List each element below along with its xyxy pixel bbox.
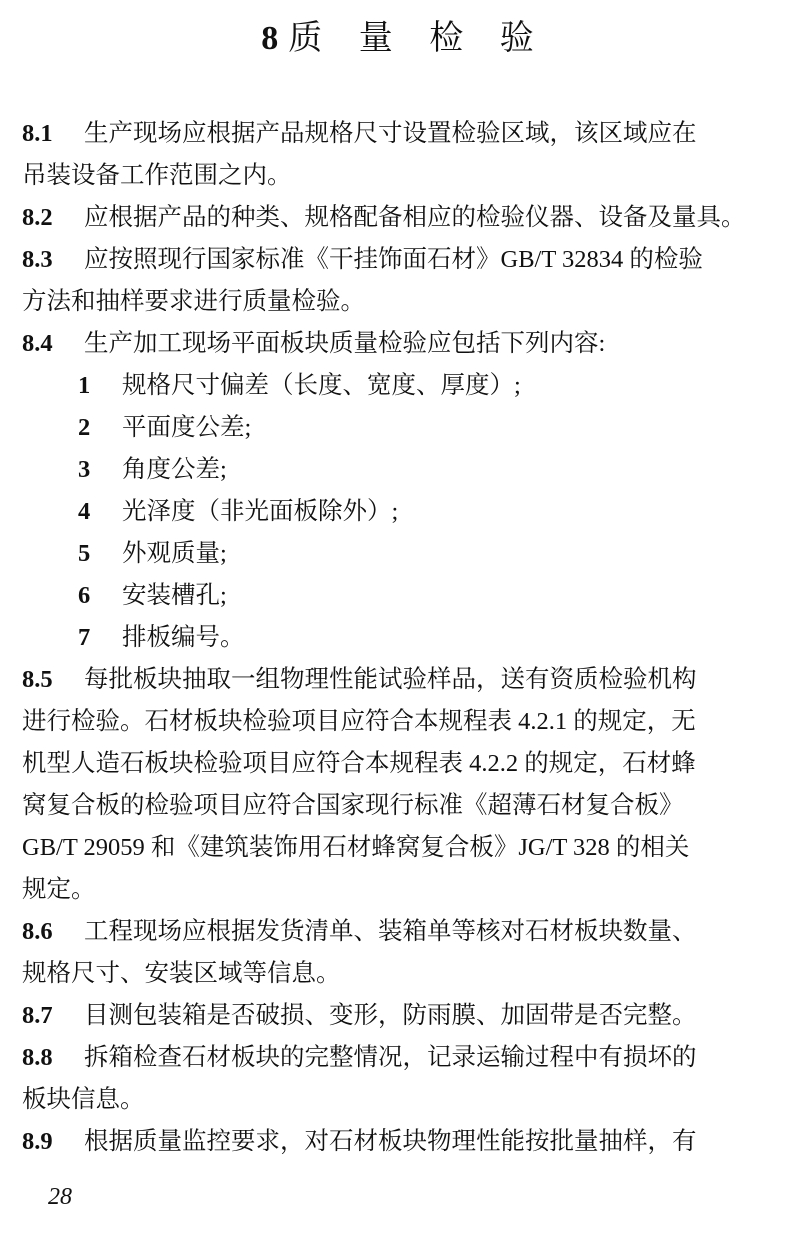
clause-8-1-line-1 <box>22 113 802 155</box>
item-text: 外观质量; <box>122 540 227 567</box>
clause-8-4-line-1 <box>22 323 802 365</box>
list-item-4 <box>78 491 809 533</box>
clause-8-9-line-1 <box>22 1121 802 1163</box>
clause-text: 机型人造石板块检验项目应符合本规程表 4.2.2 的规定，石材蜂 <box>22 750 696 777</box>
item-number: 6 <box>78 582 91 609</box>
item-text: 平面度公差; <box>122 414 252 441</box>
item-number: 7 <box>78 624 91 651</box>
clause-number: 8.3 <box>22 246 53 273</box>
list-item-7 <box>78 617 809 659</box>
clause-number: 8.1 <box>22 120 53 147</box>
item-number: 3 <box>78 456 91 483</box>
clause-text: 窝复合板的检验项目应符合国家现行标准《超薄石材复合板》 <box>22 792 684 819</box>
chapter-title <box>0 10 809 59</box>
clause-number: 8.2 <box>22 204 53 231</box>
clause-text: 进行检验。石材板块检验项目应符合本规程表 4.2.1 的规定，无 <box>22 708 696 735</box>
clause-number: 8.4 <box>22 330 53 357</box>
item-text: 排板编号。 <box>122 624 245 651</box>
chapter-title-text: 质 量 检 验 <box>288 20 548 57</box>
clause-number: 8.8 <box>22 1044 53 1071</box>
clause-8-7-line-1 <box>22 995 802 1037</box>
clause-text: GB/T 29059 和《建筑装饰用石材蜂窝复合板》JG/T 328 的相关 <box>22 834 690 861</box>
clause-text: 方法和抽样要求进行质量检验。 <box>22 288 365 315</box>
clause-8-5-line-5 <box>22 827 802 869</box>
clause-8-1-line-2 <box>22 155 802 197</box>
item-number: 4 <box>78 498 91 525</box>
item-number: 5 <box>78 540 91 567</box>
page-number: 28 <box>48 1184 72 1210</box>
item-text: 光泽度（非光面板除外）; <box>122 498 399 525</box>
clause-text: 每批板块抽取一组物理性能试验样品，送有资质检验机构 <box>84 666 697 693</box>
item-number: 2 <box>78 414 91 441</box>
clause-text: 工程现场应根据发货清单、装箱单等核对石材板块数量、 <box>84 918 697 945</box>
list-item-6 <box>78 575 809 617</box>
clause-number: 8.9 <box>22 1128 53 1155</box>
item-number: 1 <box>78 372 91 399</box>
clause-text: 目测包装箱是否破损、变形，防雨膜、加固带是否完整。 <box>84 1002 697 1029</box>
clause-8-3-line-1 <box>22 239 802 281</box>
list-item-1 <box>78 365 809 407</box>
clause-number: 8.5 <box>22 666 53 693</box>
clause-number: 8.6 <box>22 918 53 945</box>
clause-8-5-line-3 <box>22 743 802 785</box>
clause-text: 根据质量监控要求，对石材板块物理性能按批量抽样，有 <box>84 1128 697 1155</box>
list-item-3 <box>78 449 809 491</box>
item-text: 角度公差; <box>122 456 227 483</box>
clause-number: 8.7 <box>22 1002 53 1029</box>
chapter-number: 8 <box>261 20 279 57</box>
clause-8-8-line-2 <box>22 1079 802 1121</box>
clause-text: 规定。 <box>22 876 96 903</box>
clause-text: 吊装设备工作范围之内。 <box>22 162 292 189</box>
list-item-5 <box>78 533 809 575</box>
clause-text: 应根据产品的种类、规格配备相应的检验仪器、设备及量具。 <box>84 204 746 231</box>
clause-text: 生产现场应根据产品规格尺寸设置检验区域，该区域应在 <box>84 120 697 147</box>
clause-8-6-line-2 <box>22 953 802 995</box>
item-text: 规格尺寸偏差（长度、宽度、厚度）; <box>122 372 521 399</box>
item-text: 安装槽孔; <box>122 582 227 609</box>
clause-8-3-line-2 <box>22 281 802 323</box>
clause-8-6-line-1 <box>22 911 802 953</box>
clause-8-5-line-2 <box>22 701 802 743</box>
clause-8-8-line-1 <box>22 1037 802 1079</box>
list-item-2 <box>78 407 809 449</box>
clause-text: 板块信息。 <box>22 1086 145 1113</box>
clause-8-5-line-4 <box>22 785 802 827</box>
clause-text: 生产加工现场平面板块质量检验应包括下列内容: <box>84 330 606 357</box>
clause-8-5-line-6 <box>22 869 802 911</box>
clause-text: 拆箱检查石材板块的完整情况，记录运输过程中有损坏的 <box>84 1044 697 1071</box>
clause-8-2-line-1 <box>22 197 802 239</box>
clause-text: 规格尺寸、安装区域等信息。 <box>22 960 341 987</box>
clause-8-5-line-1 <box>22 659 802 701</box>
clause-text: 应按照现行国家标准《干挂饰面石材》GB/T 32834 的检验 <box>84 246 703 273</box>
